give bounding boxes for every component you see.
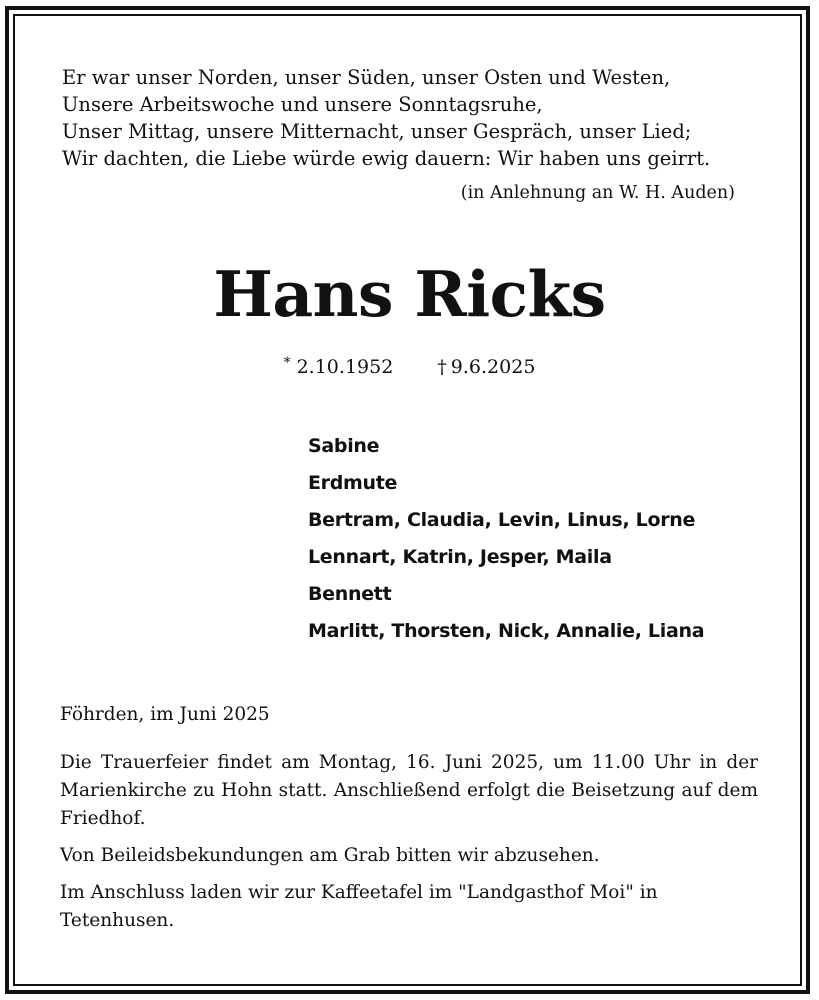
family-line: Erdmute bbox=[308, 472, 398, 494]
death-cross-icon: † bbox=[437, 356, 447, 378]
poem-line: Wir dachten, die Liebe würde ewig dauern: Wir haben uns geirrt. bbox=[62, 147, 711, 170]
family-list bbox=[308, 428, 704, 650]
death-date: 9.6.2025 bbox=[450, 356, 536, 378]
family-line: Lennart, Katrin, Jesper, Maila bbox=[308, 546, 612, 568]
family-line: Sabine bbox=[308, 435, 380, 457]
condolence-paragraph: Von Beileidsbekundungen am Grab bitten wir abzusehen. bbox=[60, 845, 600, 866]
poem-line: Unser Mittag, unsere Mitternacht, unser Gespräch, unser Lied; bbox=[62, 120, 692, 143]
life-dates bbox=[0, 350, 819, 380]
poem-attribution: (in Anlehnung an W. H. Auden) bbox=[460, 183, 735, 203]
family-line: Bennett bbox=[308, 583, 392, 605]
family-line: Marlitt, Thorsten, Nick, Annalie, Liana bbox=[308, 620, 705, 642]
reception-paragraph: Im Anschluss laden wir zur Kaffeetafel im "Landgasthof Moi" in Tetenhusen. bbox=[60, 882, 658, 931]
place-and-date: Föhrden, im Juni 2025 bbox=[60, 704, 270, 725]
deceased-name: Hans Ricks bbox=[213, 257, 606, 331]
poem-line: Unsere Arbeitswoche und unsere Sonntagsruhe, bbox=[62, 93, 543, 116]
family-line: Bertram, Claudia, Levin, Linus, Lorne bbox=[308, 509, 696, 531]
ceremony-paragraph: Die Trauerfeier findet am Montag, 16. Juni 2025, um 11.00 Uhr in der Marienkirche zu Hohn statt. Anschließend erfolgt die Beisetzung auf dem Friedhof. bbox=[60, 752, 758, 829]
funeral-info bbox=[60, 749, 758, 944]
birth-date: 2.10.1952 bbox=[296, 356, 394, 378]
poem-line: Er war unser Norden, unser Süden, unser Osten und Westen, bbox=[62, 66, 671, 89]
poem bbox=[62, 64, 752, 172]
birth-star-icon: * bbox=[283, 355, 291, 371]
